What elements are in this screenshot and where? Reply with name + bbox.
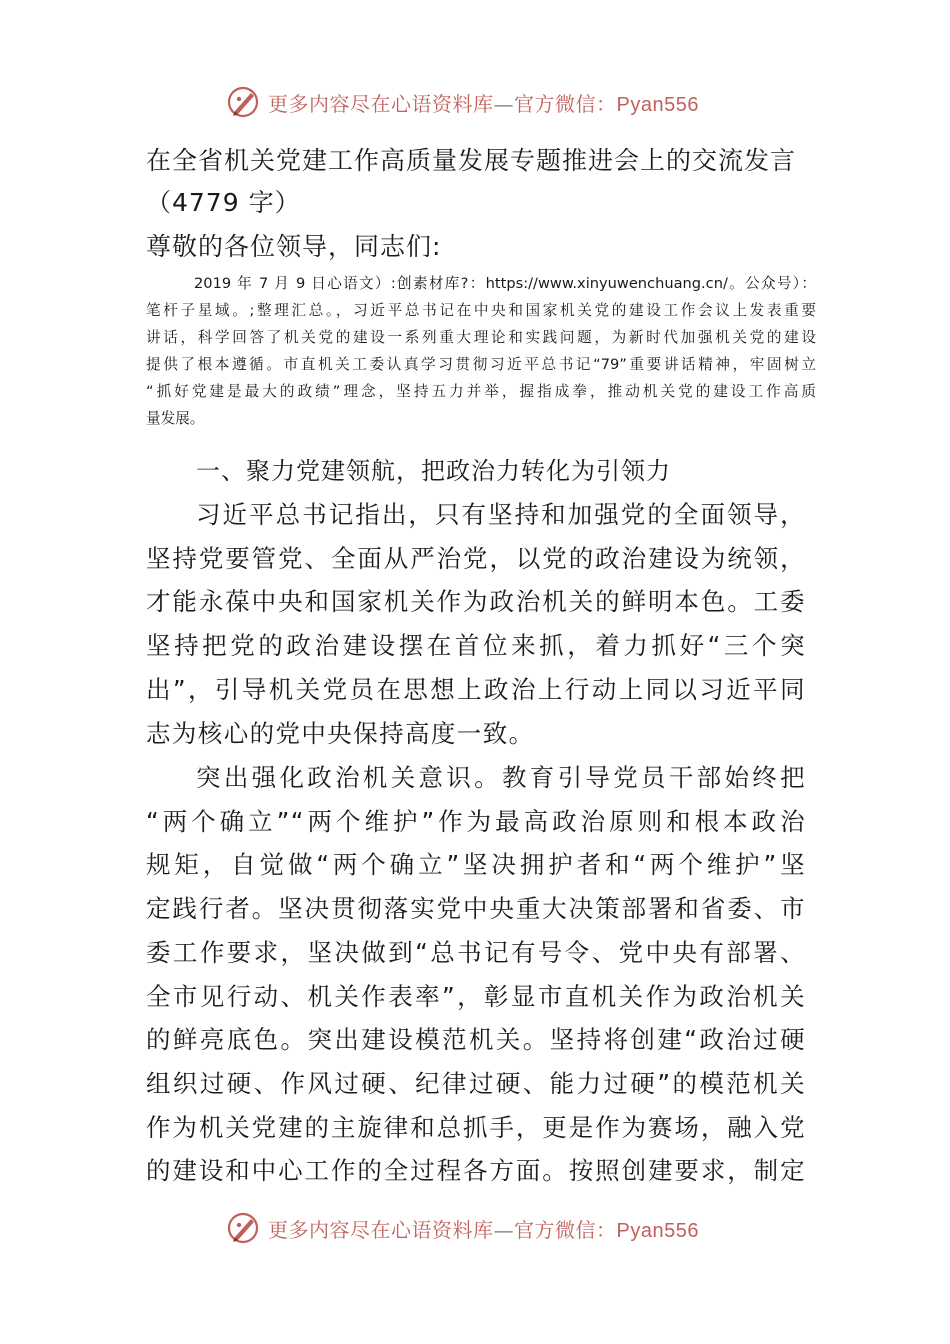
banner-wechat-label: 官方微信： <box>514 1218 617 1242</box>
intro-line-3: 讲话，科学回答了机关党的建设一系列重大理论和实践问题，为新时代加强机关党的建设 <box>146 329 816 346</box>
para2-line-3: 规矩，自觉做“两个确立”坚决拥护者和“两个维护”坚 <box>146 850 806 880</box>
para1-line-5: 出”，引导机关党员在思想上政治上行动上同以习近平同 <box>146 674 806 704</box>
pen-logo-icon <box>226 1210 262 1246</box>
para2-line-6: 全市见行动、机关作表率”，彰显市直机关作为政治机关 <box>146 981 806 1011</box>
intro-line-5: “抓好党建是最大的政绩”理念，坚持五力并举，握指成拳，推动机关党的建设工作高质 <box>146 383 816 400</box>
banner-text <box>268 88 699 117</box>
section-heading-1: 一、聚力党建领航，把政治力转化为引领力 <box>196 457 671 485</box>
para2-line-4: 定践行者。坚决贯彻落实党中央重大决策部署和省委、市 <box>146 894 806 924</box>
para1-line-4: 坚持把党的政治建设摆在首位来抓，着力抓好“三个突 <box>146 631 806 661</box>
para2-line-7: 的鲜亮底色。突出建设模范机关。坚持将创建“政治过硬 <box>146 1025 806 1055</box>
intro-line-4: 提供了根本遵循。市直机关工委认真学习贯彻习近平总书记“79”重要讲话精神，牢固树立 <box>146 356 816 373</box>
para1-line-6: 志为核心的党中央保持高度一致。 <box>146 718 535 748</box>
title-line-2: （4779 字） <box>146 188 301 217</box>
banner-main: 更多内容尽在心语资料库 <box>268 92 494 116</box>
para2-line-8: 组织过硬、作风过硬、纪律过硬、能力过硬”的模范机关 <box>146 1068 806 1098</box>
salutation: 尊敬的各位领导，同志们: <box>146 232 442 261</box>
intro-paragraph <box>146 270 816 432</box>
banner-main: 更多内容尽在心语资料库 <box>268 1218 494 1242</box>
para1-line-1: 习近平总书记指出，只有坚持和加强党的全面领导， <box>196 500 806 529</box>
footer-banner <box>0 1208 950 1248</box>
banner-wechat-label: 官方微信： <box>514 92 617 116</box>
para2-line-1: 突出强化政治机关意识。教育引导党员干部始终把 <box>196 763 806 792</box>
para2-line-5: 委工作要求，坚决做到“总书记有号令、党中央有部署、 <box>146 937 806 967</box>
header-banner <box>0 82 950 122</box>
banner-text <box>268 1214 699 1243</box>
para2-line-2: “两个确立”“两个维护”作为最高政治原则和根本政治 <box>146 806 806 836</box>
pen-logo-icon <box>226 84 262 120</box>
intro-line-6: 量发展。 <box>146 410 205 427</box>
para1-line-3: 才能永葆中央和国家机关作为政治机关的鲜明本色。工委 <box>146 587 806 617</box>
banner-wechat-id: Pyan556 <box>616 94 699 116</box>
document-title <box>146 140 816 224</box>
para2-line-10: 的建设和中心工作的全过程各方面。按照创建要求，制定 <box>146 1156 806 1186</box>
title-line-1: 在全省机关党建工作高质量发展专题推进会上的交流发言 <box>146 146 797 175</box>
para2-line-9: 作为机关党建的主旋律和总抓手，更是作为赛场，融入党 <box>146 1112 806 1142</box>
body-paragraph-1 <box>146 493 806 755</box>
banner-separator: — <box>493 1218 514 1242</box>
banner-separator: — <box>493 92 514 116</box>
intro-line-1: 2019 年 7 月 9 日心语文）:创素材库?：https://www.xinyuwenchuang.cn/。公众号）： <box>194 275 816 292</box>
para1-line-2: 坚持党要管党、全面从严治党，以党的政治建设为统领， <box>146 543 806 573</box>
intro-line-2: 笔杆子星域。;整理汇总。，习近平总书记在中央和国家机关党的建设工作会议上发表重要 <box>146 302 816 319</box>
body-paragraph-2 <box>146 756 806 1193</box>
banner-wechat-id: Pyan556 <box>616 1220 699 1242</box>
